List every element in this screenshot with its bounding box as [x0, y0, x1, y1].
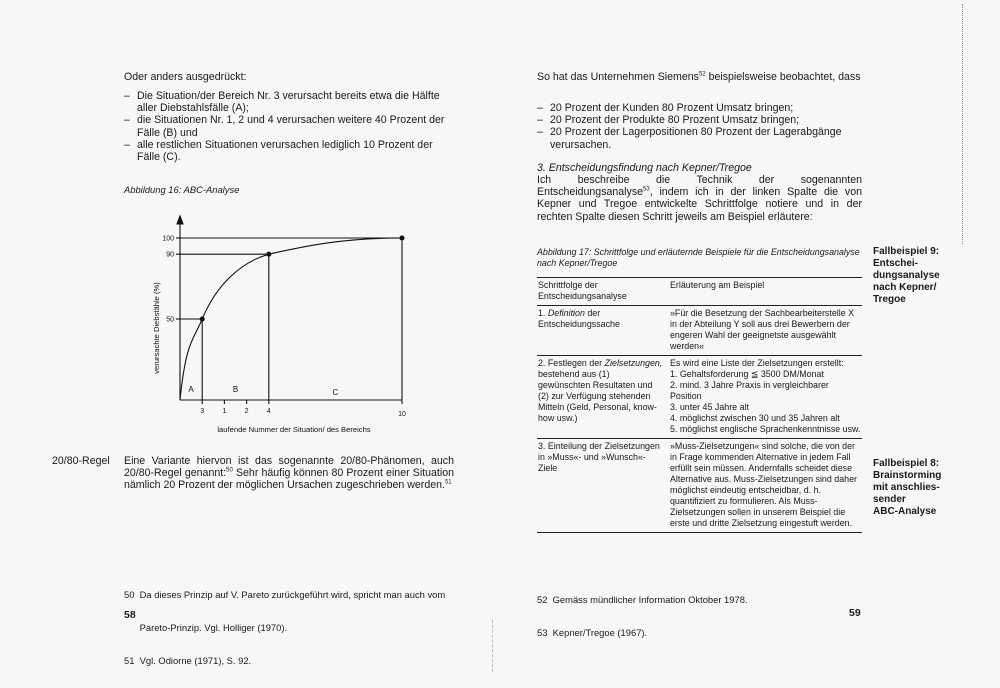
footnote-ref-53: 53	[643, 186, 650, 193]
list-item: 3. unter 45 Jahre alt	[670, 402, 749, 412]
section-text-part: Ich beschreibe die Technik der sogenannten Entscheidungsanalyse	[537, 174, 862, 199]
side-note-line: nach Kepner/	[873, 282, 937, 293]
chart-layer	[162, 216, 406, 418]
region-label-c: C	[332, 388, 339, 397]
x-tick-label: 1	[222, 408, 227, 415]
right-edge-line	[962, 4, 963, 244]
list-item: 4. möglichst zwischen 30 und 35 Jahren alt	[670, 413, 840, 423]
y-axis-arrow	[177, 216, 183, 224]
footnote: 53 Kepner/Tregoe (1967).	[537, 627, 648, 638]
list-item: 5. möglichst englische Sprachenkenntnisse usw.	[670, 424, 861, 434]
step-text: bestehend aus (1) gewünschten Resultaten und (2) zur Verfügung stehenden Mitteln (Geld, Personal, know-how usw.)	[538, 369, 657, 423]
region-label-b: B	[232, 385, 239, 394]
footnote-ref-52: 52	[698, 71, 706, 78]
page-gutter	[492, 620, 493, 672]
table-cell	[537, 356, 667, 438]
margin-label-20-80-rule: 20/80-Regel	[52, 455, 110, 467]
left-paragraph	[124, 455, 454, 492]
page-number-left: 58	[124, 609, 136, 621]
goal-list	[670, 369, 861, 435]
side-note-line: dungsanalyse	[873, 270, 940, 281]
right-intro	[537, 71, 862, 83]
side-note-line: mit anschlies-	[873, 482, 940, 493]
list-item: 2. mind. 3 Jahre Praxis in vergleichbarer Position	[670, 380, 829, 401]
footnote: 50 Da dieses Prinzip auf V. Pareto zurückgeführt wird, spricht man auch vom	[124, 589, 446, 600]
table-cell: 3. Einteilung der Zielsetzungen in »Muss«- und »Wunsch«-Ziele	[538, 441, 660, 473]
footnote-ref-50: 50	[226, 467, 233, 474]
footnote: 52 Gemäss mündlicher Information Oktober 1978.	[537, 594, 748, 605]
section-text-part: , indem ich in der linken Spalte die von Kepner und Tregoe entwickelte Schrittfolge notiere und in der rechten Spalte diesen Schritt jeweils am Beispiel erläutere:	[537, 186, 862, 223]
y-tick-label: 50	[166, 316, 174, 324]
y-tick-label: 100	[162, 235, 174, 243]
data-point	[400, 236, 404, 240]
table-cell: »Muss-Zielsetzungen« sind solche, die von der in Frage kommenden Alternative in jedem Fall erfüllt sein müssen. Andernfalls scheidet diese Alternative aus. Muss-Zielsetzungen sind daher möglichst eindeutig entscheidbar, d. h. quantifiziert zu formulieren. Als Muss-Zielsetzungen sollen in unserem Beispiel die erste und dritte Zielsetzung eingestuft werden.	[670, 441, 857, 528]
list-item: – Die Situation/der Bereich Nr. 3 verursacht bereits etwa die Hälfte aller Diebstahlsfälle (A);	[124, 90, 454, 114]
side-note-line: Brainstorming	[873, 470, 942, 481]
right-footnotes	[537, 572, 748, 660]
section-text	[537, 174, 862, 223]
chart-y-axis-label: verursachte Diebstähle (%)	[152, 282, 161, 374]
data-point	[267, 252, 271, 256]
side-note-line: Fallbeispiel 9:	[873, 246, 940, 257]
left-footnotes	[124, 567, 464, 688]
intro-text: So hat das Unternehmen Siemens	[537, 71, 699, 83]
x-tick-label: 4	[266, 408, 271, 415]
step-text: 2. Festlegen der	[538, 358, 605, 368]
series-line	[180, 238, 402, 400]
table-header: Erläuterung am Beispiel	[670, 280, 765, 290]
page-number-right: 59	[849, 607, 861, 619]
footnote: 51 Vgl. Odiorne (1971), S. 92.	[124, 655, 252, 666]
table-header-row	[537, 278, 862, 306]
paragraph-text: Eine Variante hiervon ist das sogenannte 20/80-Phänomen, auch 20/80-Regel genannt:	[124, 455, 454, 480]
table-caption: Abbildung 17: Schrittfolge und erläuternde Beispiele für die Entscheidungsanalyse nach Kepner/Tregoe	[537, 247, 860, 268]
left-intro: Oder anders ausgedrückt:	[124, 71, 247, 83]
side-note-line: sender	[873, 494, 906, 505]
table-row	[537, 306, 862, 356]
table-cell	[537, 306, 667, 355]
table-cell	[667, 356, 862, 438]
abc-analysis-chart	[140, 210, 440, 440]
table-row	[537, 356, 862, 439]
kepner-tregoe-table	[537, 277, 862, 533]
step-italic: Definition	[547, 308, 585, 318]
list-item: – 20 Prozent der Produkte 80 Prozent Umsatz bringen;	[537, 114, 862, 126]
section-heading: 3. Entscheidungsfindung nach Kepner/Tregoe	[537, 162, 752, 174]
list-item: – alle restlichen Situationen verursachen lediglich 10 Prozent der Fälle (C).	[124, 139, 454, 163]
paragraph-text: Sehr häufig können 80 Prozent einer Situation nämlich 20 Prozent der möglichen Ursachen zugeschrieben werden.	[124, 467, 454, 492]
side-note-line: Fallbeispiel 8:	[873, 458, 940, 469]
footnote: Pareto-Prinzip. Vgl. Holliger (1970).	[124, 622, 288, 633]
list-item: – 20 Prozent der Kunden 80 Prozent Umsatz bringen;	[537, 102, 862, 114]
x-tick-label: 10	[398, 411, 406, 418]
x-tick-label: 3	[200, 408, 205, 415]
figure-caption: Abbildung 16: ABC-Analyse	[124, 184, 240, 195]
explanation-intro: Es wird eine Liste der Zielsetzungen erstellt:	[670, 358, 844, 368]
table-row	[537, 439, 862, 533]
region-label-a: A	[188, 385, 194, 394]
list-item: 1. Gehaltsforderung ≦ 3500 DM/Monat	[670, 369, 824, 379]
x-tick-label: 2	[244, 408, 249, 415]
side-note-line: Tregoe	[873, 294, 906, 305]
chart-x-axis-label: laufende Nummer der Situation/ des Bereichs	[217, 425, 371, 434]
table-cell: »Für die Besetzung der Sachbearbeiterstelle X in der Abteilung Y soll aus drei Bewerbern der engeren Wahl der geeignetste ausgewählt werden«	[670, 308, 855, 351]
side-note-fallbeispiel-9	[873, 246, 940, 306]
list-item: – 20 Prozent der Lagerpositionen 80 Prozent der Lagerabgänge verursachen.	[537, 126, 862, 150]
right-bullet-list	[537, 102, 862, 151]
footnote-ref-51: 51	[444, 479, 452, 486]
list-item: – die Situationen Nr. 1, 2 und 4 verursachen weitere 40 Prozent der Fälle (B) und	[124, 114, 454, 138]
step-text: der Entscheidungssache	[538, 308, 620, 329]
step-number: 1.	[538, 308, 548, 318]
data-point	[200, 317, 204, 321]
table-header: Schrittfolge der Entscheidungsanalyse	[538, 280, 627, 301]
intro-text: beispielsweise beobachtet, dass	[705, 71, 861, 83]
left-bullet-list	[124, 90, 454, 163]
side-note-fallbeispiel-8	[873, 458, 941, 518]
step-italic: Zielsetzungen,	[604, 358, 663, 368]
y-tick-label: 90	[166, 251, 174, 259]
side-note-line: Entschei-	[873, 258, 919, 269]
side-note-line: ABC-Analyse	[873, 506, 937, 517]
